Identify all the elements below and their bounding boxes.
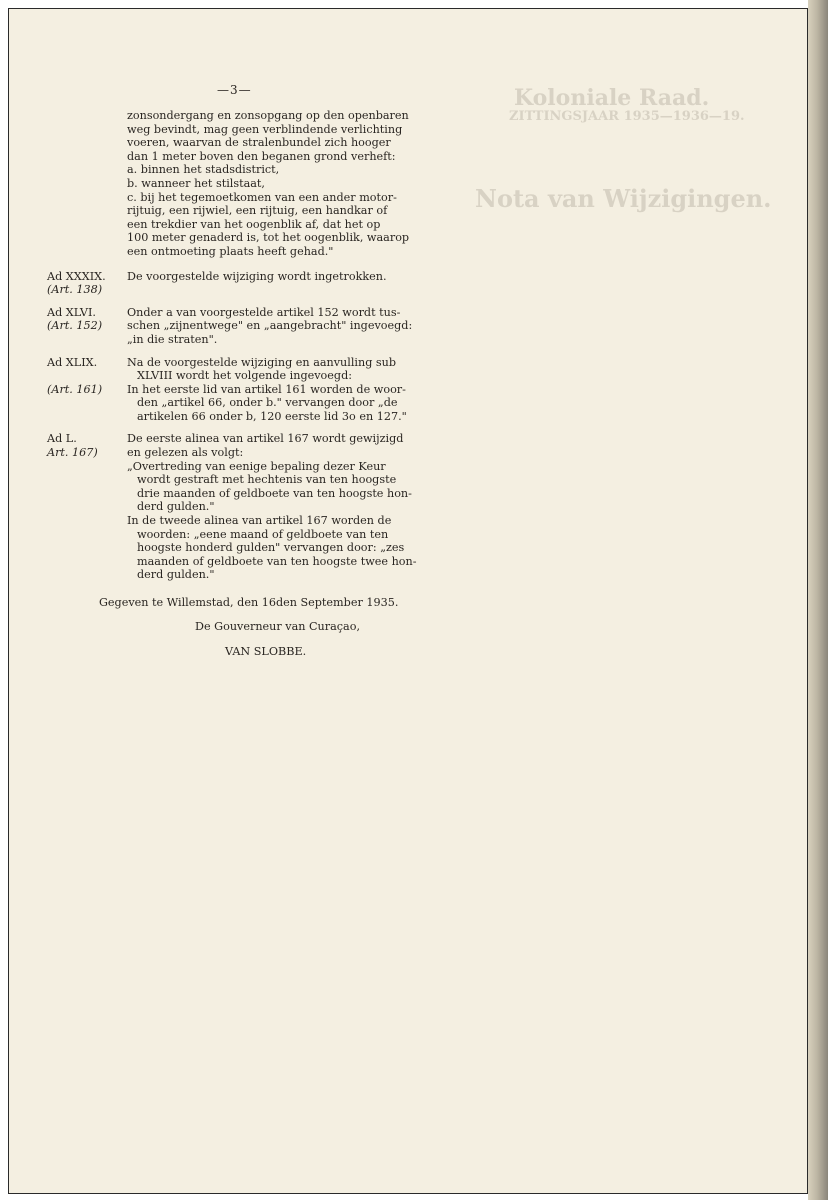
text-line: a. binnen het stadsdistrict,	[127, 163, 280, 177]
article-reference: (Art. 152)	[47, 319, 103, 333]
text-line: „Overtreding van eenige bepaling dezer Keur	[127, 459, 386, 473]
amendment-label	[47, 306, 127, 347]
amendment-ad-xlvi	[47, 306, 429, 347]
text-line: weg bevindt, mag geen verblindende verlichting	[127, 122, 403, 136]
text-line: wordt gestraft met hechtenis van ten hoogste	[137, 473, 397, 487]
bleed-through-heading: Nota van Wijzigingen.	[475, 184, 772, 213]
amendment-text	[127, 270, 429, 297]
text-line: De eerste alinea van artikel 167 wordt gewijzigd	[127, 432, 404, 446]
amendment-text	[127, 356, 429, 424]
amendment-number: Ad XXXIX.	[47, 269, 106, 283]
text-line: 100 meter genaderd is, tot het oogenblik, waarop	[127, 231, 410, 245]
text-line: voeren, waarvan de stralenbundel zich hooger	[127, 136, 391, 150]
label-spacer	[47, 369, 127, 383]
signatory-name: VAN SLOBBE.	[225, 645, 307, 659]
text-line: c. bij het tegemoetkomen van een ander motor-	[127, 190, 397, 204]
amendment-label	[47, 270, 127, 297]
text-line: In het eerste lid van artikel 161 worden de woor-	[127, 382, 406, 396]
text-line: Na de voorgestelde wijziging en aanvulling sub	[127, 355, 397, 369]
text-line: In de tweede alinea van artikel 167 worden de	[127, 514, 392, 528]
text-line: artikelen 66 onder b, 120 eerste lid 3o en 127."	[137, 409, 407, 423]
bleed-through-session: ZITTINGSJAAR 1935—1936—19.	[509, 109, 745, 124]
text-line: De voorgestelde wijziging wordt ingetrokken.	[127, 269, 387, 283]
amendment-ad-l	[47, 432, 429, 582]
amendment-text	[127, 432, 429, 582]
article-reference: Art. 167)	[47, 446, 98, 460]
text-line: zonsondergang en zonsopgang op den openbaren	[127, 109, 409, 122]
bleed-through-title: Koloniale Raad.	[514, 85, 710, 111]
text-line: een trekdier van het oogenblik af, dat het op	[127, 217, 381, 231]
amendment-number: Ad XLVI.	[47, 305, 96, 319]
text-line: woorden: „eene maand of geldboete van ten	[137, 527, 389, 541]
amendment-number: Ad XLIX.	[47, 355, 98, 369]
text-line: schen „zijnentwege" en „aangebracht" ingevoegd:	[127, 319, 413, 333]
adjacent-page-edge	[808, 0, 828, 1200]
article-reference: (Art. 138)	[47, 283, 103, 297]
text-line: een ontmoeting plaats heeft gehad."	[127, 244, 334, 258]
text-line: hoogste honderd gulden" vervangen door: „zes	[137, 541, 405, 555]
amendment-ad-xlix	[47, 356, 429, 424]
text-line: „in die straten".	[127, 332, 218, 346]
text-line: rijtuig, een rijwiel, een rijtuig, een handkar of	[127, 204, 388, 218]
text-line: maanden of geldboete van ten hoogste twee hon-	[137, 554, 417, 568]
text-line: b. wanneer het stilstaat,	[127, 176, 265, 190]
text-line: drie maanden of geldboete van ten hoogste hon-	[137, 486, 412, 500]
amendment-label	[47, 356, 127, 424]
amendment-text	[127, 306, 429, 347]
amendment-ad-xxxix	[47, 270, 429, 297]
text-line: XLVIII wordt het volgende ingevoegd:	[137, 369, 353, 383]
article-reference: (Art. 161)	[47, 382, 103, 396]
governor-title: De Gouverneur van Curaçao,	[195, 619, 361, 633]
page-number: —3—	[217, 83, 252, 97]
text-line: dan 1 meter boven den beganen grond verheft:	[127, 149, 396, 163]
text-line: Onder a van voorgestelde artikel 152 wordt tus-	[127, 305, 401, 319]
text-line: den „artikel 66, onder b." vervangen door „de	[137, 396, 398, 410]
document-body	[47, 109, 429, 659]
amendment-label	[47, 432, 127, 582]
continuation-paragraph	[127, 109, 429, 259]
text-line: derd gulden."	[137, 568, 215, 582]
text-line: en gelezen als volgt:	[127, 446, 244, 460]
text-line: derd gulden."	[137, 500, 215, 514]
given-at-line: Gegeven te Willemstad, den 16den September 1935.	[99, 596, 399, 609]
amendment-number: Ad L.	[47, 432, 77, 446]
paper-sheet	[8, 8, 808, 1194]
